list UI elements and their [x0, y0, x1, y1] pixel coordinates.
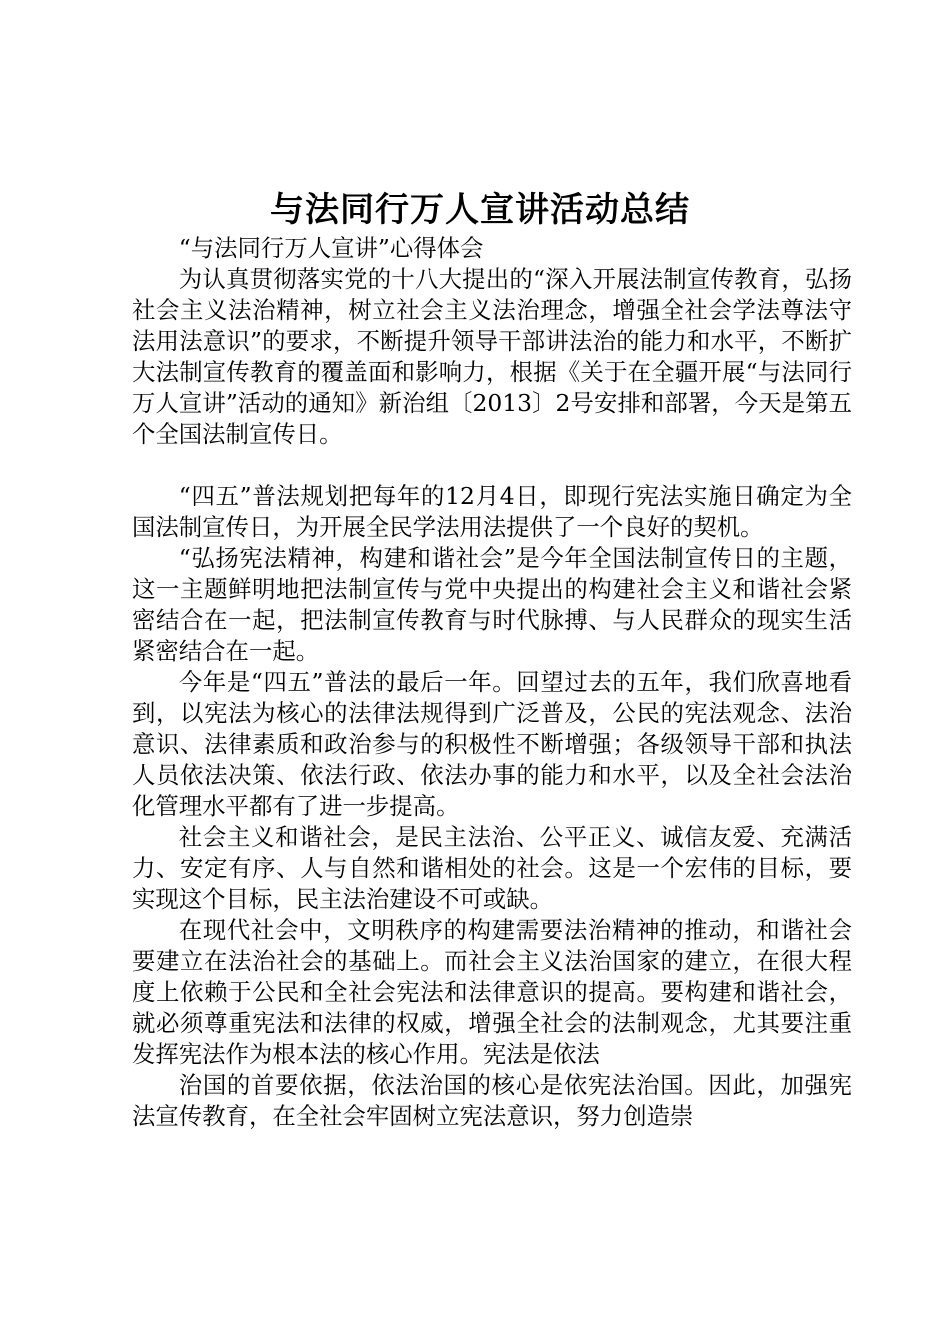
paragraph-harmonious-society: 社会主义和谐社会，是民主法治、公平正义、诚信友爱、充满活力、安定有序、人与自然和谐相处的社会。这是一个宏伟的目标，要实现这个目标，民主法治建设不可或缺。 [132, 823, 852, 913]
paragraph-review: 今年是“四五”普法的最后一年。回望过去的五年，我们欣喜地看到，以宪法为核心的法律法规得到广泛普及，公民的宪法观念、法治意识、法律素质和政治参与的积极性不断增强；各级领导干部和执法人员依法决策、依法行政、依法办事的能力和水平，以及全社会法治化管理水平都有了进一步提高。 [132, 668, 852, 820]
paragraph-publicity-day: “四五”普法规划把每年的12月4日，即现行宪法实施日确定为全国法制宣传日，为开展全民学法用法提供了一个良好的契机。 [132, 482, 852, 541]
paragraph-constitution: 治国的首要依据，依法治国的核心是依宪法治国。因此，加强宪法宣传教育，在全社会牢固树立宪法意识，努力创造崇 [132, 1071, 852, 1130]
paragraph-intro: 为认真贯彻落实党的十八大提出的“深入开展法制宣传教育，弘扬社会主义法治精神，树立社会主义法治理念，增强全社会学法尊法守法用法意识”的要求，不断提升领导干部讲法治的能力和水平，不断扩大法制宣传教育的覆盖面和影响力，根据《关于在全疆开展“与法同行万人宣讲”活动的通知》新治组〔2013〕2号安排和部署，今天是第五个全国法制宣传日。 [132, 265, 852, 448]
paragraph-subtitle: “与法同行万人宣讲”心得体会 [178, 234, 484, 262]
document-title: 与法同行万人宣讲活动总结 [270, 190, 690, 230]
paragraph-rule-of-law: 在现代社会中，文明秩序的构建需要法治精神的推动，和谐社会要建立在法治社会的基础上。而社会主义法治国家的建立，在很大程度上依赖于公民和全社会宪法和法律意识的提高。要构建和谐社会，就必须尊重宪法和法律的权威，增强全社会的法制观念，尤其要注重发挥宪法作为根本法的核心作用。宪法是依法 [132, 916, 852, 1068]
paragraph-theme: “弘扬宪法精神，构建和谐社会”是今年全国法制宣传日的主题，这一主题鲜明地把法制宣传与党中央提出的构建社会主义和谐社会紧密结合在一起，把法制宣传教育与时代脉搏、与人民群众的现实生活紧密结合在一起。 [132, 544, 852, 665]
document-body [132, 233, 852, 1132]
